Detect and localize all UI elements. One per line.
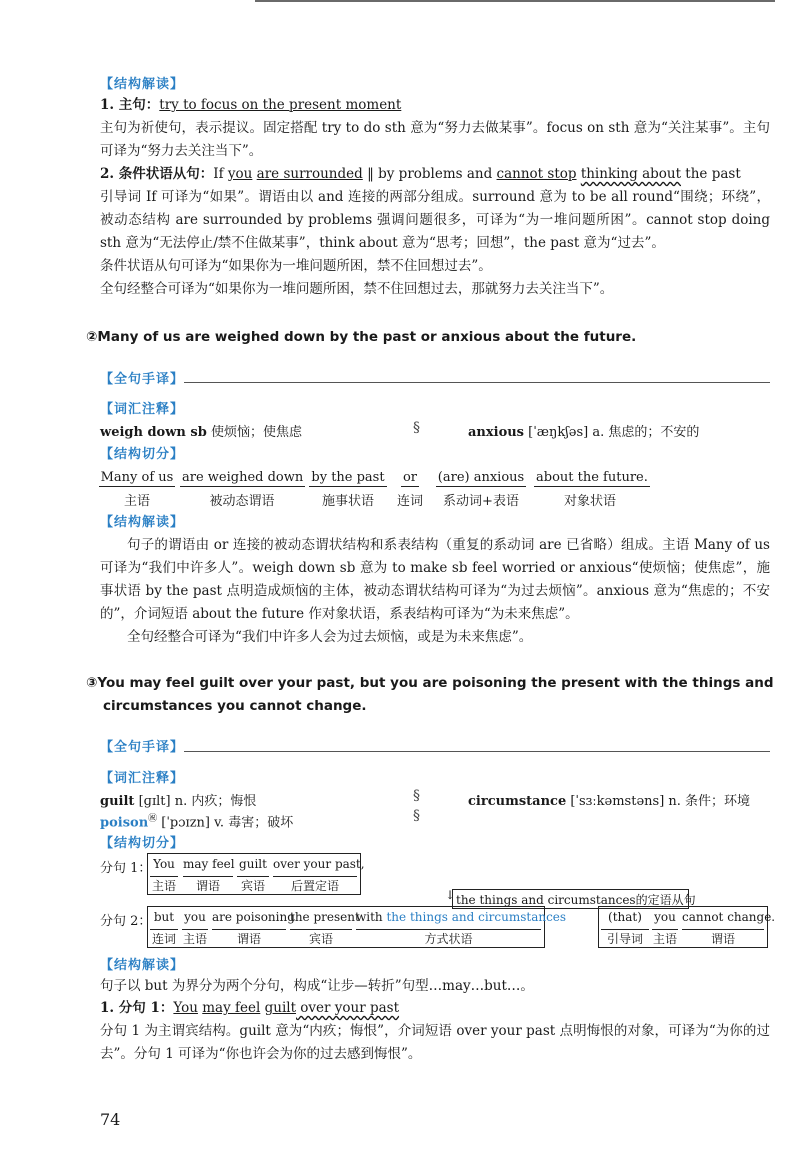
- segment: [180, 466, 304, 509]
- clause-2-role: 谓语: [212, 929, 286, 947]
- vocab-pronunciation: [ˈæŋkʃəs]: [524, 425, 593, 440]
- divider-swirl-icon: §: [413, 420, 420, 436]
- vocab-entry-poison: [100, 811, 293, 830]
- clause-2-word: [356, 910, 567, 924]
- clause-1-analysis-line: [100, 997, 399, 1020]
- translation-blank-line[interactable]: [184, 382, 770, 383]
- segment: [432, 466, 530, 509]
- segment: [308, 466, 388, 509]
- vocab-term: circumstance: [468, 794, 567, 809]
- sentence-fragment: If: [213, 166, 228, 182]
- relative-clause-role: 主语: [652, 929, 678, 947]
- sentence-fragment: ‖ by problems and: [362, 166, 497, 182]
- structure-analysis-tag: 【结构解读】: [100, 77, 185, 92]
- divider-swirl-icon: §: [413, 808, 420, 824]
- clause-1-analysis-body: 分句 1 为主谓宾结构。guilt 意为“内疚；悔恨”，介词短语 over your past 点明悔恨的对象，可译为“为你的过去”。分句 1 可译为“你也许会为你的过去感到悔恨”。: [100, 1023, 770, 1062]
- clause-2-word: you: [184, 910, 206, 924]
- clause-1-word: over your past,: [273, 857, 365, 871]
- clause-2-word: but: [153, 910, 175, 924]
- page-number: 74: [100, 1110, 121, 1129]
- structure-split-tag: 【结构切分】: [100, 447, 185, 462]
- sentence-predicate: cannot stop: [496, 166, 577, 182]
- conditional-clause-head: 2. 条件状语从句：: [100, 166, 214, 182]
- structure-analysis-tag: 【结构解读】: [100, 958, 185, 973]
- vocab-entry-anxious: [468, 421, 699, 440]
- segment-text: Many of us: [100, 470, 174, 485]
- vocab-term: poison: [100, 815, 149, 831]
- vocab-tag: 【词汇注释】: [100, 771, 185, 786]
- structure-analysis-tag: 【结构解读】: [100, 515, 185, 530]
- clause-2-role: 连词: [150, 929, 178, 947]
- clause-1-label: 分句 1：: [100, 861, 152, 876]
- vocab-entry-weigh-down: [100, 421, 302, 440]
- main-clause-line: [100, 94, 401, 117]
- clause-2-with: with: [356, 910, 387, 924]
- segment: [390, 466, 430, 509]
- arrow-down-icon: ↓: [445, 888, 456, 902]
- clause-1-role: 谓语: [183, 876, 233, 894]
- relative-clause-word: (that): [608, 910, 642, 924]
- sentence-object: thinking about: [580, 166, 682, 182]
- main-clause-head: 1. 主句：: [100, 97, 160, 113]
- clause-2-word: are poisoning: [212, 910, 295, 924]
- clause-2-label: 分句 2：: [100, 914, 152, 929]
- top-rule: [255, 0, 775, 2]
- divider-swirl-icon: §: [413, 788, 420, 804]
- conditional-clause-body: 引导词 If 可译为“如果”。谓语由以 and 连接的两部分组成。surround 意为 to be all round“围绕；环绕”，被动态结构 are surrounded by problems 强调问题很多，可译为“为一堆问题所困”。cannot stop doing sth 意为“无法停止/禁不住做某事”，think about 意为“思考；回想”，the past 意为“过去”。: [100, 189, 770, 251]
- segment-label: 被动态谓语: [209, 494, 275, 509]
- sentence-subject: You: [173, 1000, 198, 1016]
- structure-split-tag: 【结构切分】: [100, 836, 185, 851]
- vocab-entry-circumstance: [468, 790, 750, 809]
- clause-1-analysis-head: 1. 分句 1：: [100, 1000, 174, 1016]
- sentence-2-translation: 全句经整合可译为“我们中许多人会为过去烦恼，或是为未来焦虑”。: [127, 629, 533, 645]
- clause-1-word: guilt: [239, 857, 267, 871]
- vocab-term: anxious: [468, 425, 525, 440]
- conditional-clause-translation: 条件状语从句可译为“如果你为一堆问题所困，禁不住回想过去”。: [100, 258, 492, 274]
- vocab-term: weigh down sb: [100, 425, 207, 440]
- segment-text: by the past: [311, 470, 385, 485]
- vocab-definition: n. 内疚；悔恨: [174, 794, 257, 809]
- sentence-2-analysis: 句子的谓语由 or 连接的被动态谓状结构和系表结构（重复的系动词 are 已省略）组成。主语 Many of us 可译为“我们中许多人”。weigh down sb 意为 to make sb feel worried or anxious“使烦恼；使焦虑”，施事状语 by the past 点明造成烦恼的主体，被动态谓状结构可译为“为过去烦恼”。anxious 意为“焦虑的；不安的”，介词短语 about the future 作对象状语，系表结构可译为“为未来焦虑”。: [100, 537, 770, 622]
- vocab-definition: n. 条件；环境: [668, 794, 751, 809]
- high-frequency-badge-icon: ㊗: [148, 814, 158, 824]
- clause-2-role: 方式状语: [356, 929, 541, 947]
- clause-1-word: You: [153, 857, 175, 871]
- vocab-definition: v. 毒害；破坏: [214, 815, 294, 831]
- clause-2-role: 主语: [182, 929, 208, 947]
- sentence-modifier: over your past: [296, 1000, 400, 1016]
- segment-label: 连词: [396, 494, 423, 509]
- vocab-entry-guilt: [100, 790, 256, 809]
- full-sentence-translation: 全句经整合可译为“如果你为一堆问题所困，禁不住回想过去，那就努力去关注当下”。: [100, 281, 614, 297]
- segment-text: or: [402, 470, 418, 485]
- segment-label: 系动词+表语: [443, 494, 519, 509]
- main-clause-body: 主句为祈使句，表示提议。固定搭配 try to do sth 意为“努力去做某事”。focus on sth 意为“关注某事”。主句可译为“努力去关注当下”。: [100, 120, 770, 159]
- segment-text: (are) anxious: [437, 470, 525, 485]
- conditional-clause-line: [100, 163, 741, 186]
- clause-2-antecedent: the things and circumstances: [386, 910, 567, 924]
- translation-blank-line[interactable]: [184, 751, 770, 752]
- segment-text: are weighed down: [182, 470, 304, 485]
- sentence-fragment: the past: [681, 166, 741, 182]
- translate-tag: 【全句手译】: [100, 372, 185, 387]
- vocab-pronunciation: [ˈsɜːkəmstəns]: [566, 794, 669, 809]
- segment-text: about the future.: [536, 470, 648, 485]
- relative-clause-word: cannot change.: [682, 910, 776, 924]
- clause-2-word: the present: [290, 910, 360, 924]
- sentence-predicate: are surrounded: [256, 166, 363, 182]
- clause-2-role: 宾语: [290, 929, 352, 947]
- sentence-3-title-line-1: ③You may feel guilt over your past, but you are poisoning the present with the things and: [86, 675, 774, 691]
- vocab-definition: a. 焦虑的；不安的: [592, 425, 700, 440]
- sentence-object: guilt: [264, 1000, 297, 1016]
- clause-1-word: may feel: [183, 857, 235, 871]
- sentence-3-title-line-2: circumstances you cannot change.: [103, 698, 367, 714]
- vocab-pronunciation: [ɡɪlt]: [134, 794, 175, 809]
- vocab-pronunciation: [ˈpɔɪzn]: [157, 815, 215, 831]
- sentence-subject: you: [227, 166, 253, 182]
- clause-1-role: 主语: [150, 876, 178, 894]
- translate-tag: 【全句手译】: [100, 740, 185, 755]
- clause-1-role: 宾语: [237, 876, 269, 894]
- sentence-3-analysis-intro: 句子以 but 为界分为两个分句，构成“让步—转折”句型…may…but…。: [100, 978, 534, 994]
- segment: [534, 466, 646, 509]
- clause-1-role: 后置定语: [273, 876, 357, 894]
- attributive-note: the things and circumstances的定语从句: [456, 893, 696, 907]
- segment: [98, 466, 176, 509]
- vocab-term: guilt: [100, 794, 135, 809]
- relative-clause-word: you: [654, 910, 676, 924]
- relative-clause-role: 引导词: [601, 929, 649, 947]
- vocab-definition: 使烦恼；使焦虑: [206, 425, 302, 440]
- main-clause-sentence: try to focus on the present moment: [159, 97, 402, 113]
- sentence-predicate: may feel: [202, 1000, 261, 1016]
- relative-clause-role: 谓语: [682, 929, 764, 947]
- segment-label: 主语: [123, 494, 150, 509]
- sentence-2-title: ②Many of us are weighed down by the past or anxious about the future.: [86, 329, 637, 345]
- segment-label: 施事状语: [321, 494, 374, 509]
- segment-label: 对象状语: [563, 494, 616, 509]
- vocab-tag: 【词汇注释】: [100, 402, 185, 417]
